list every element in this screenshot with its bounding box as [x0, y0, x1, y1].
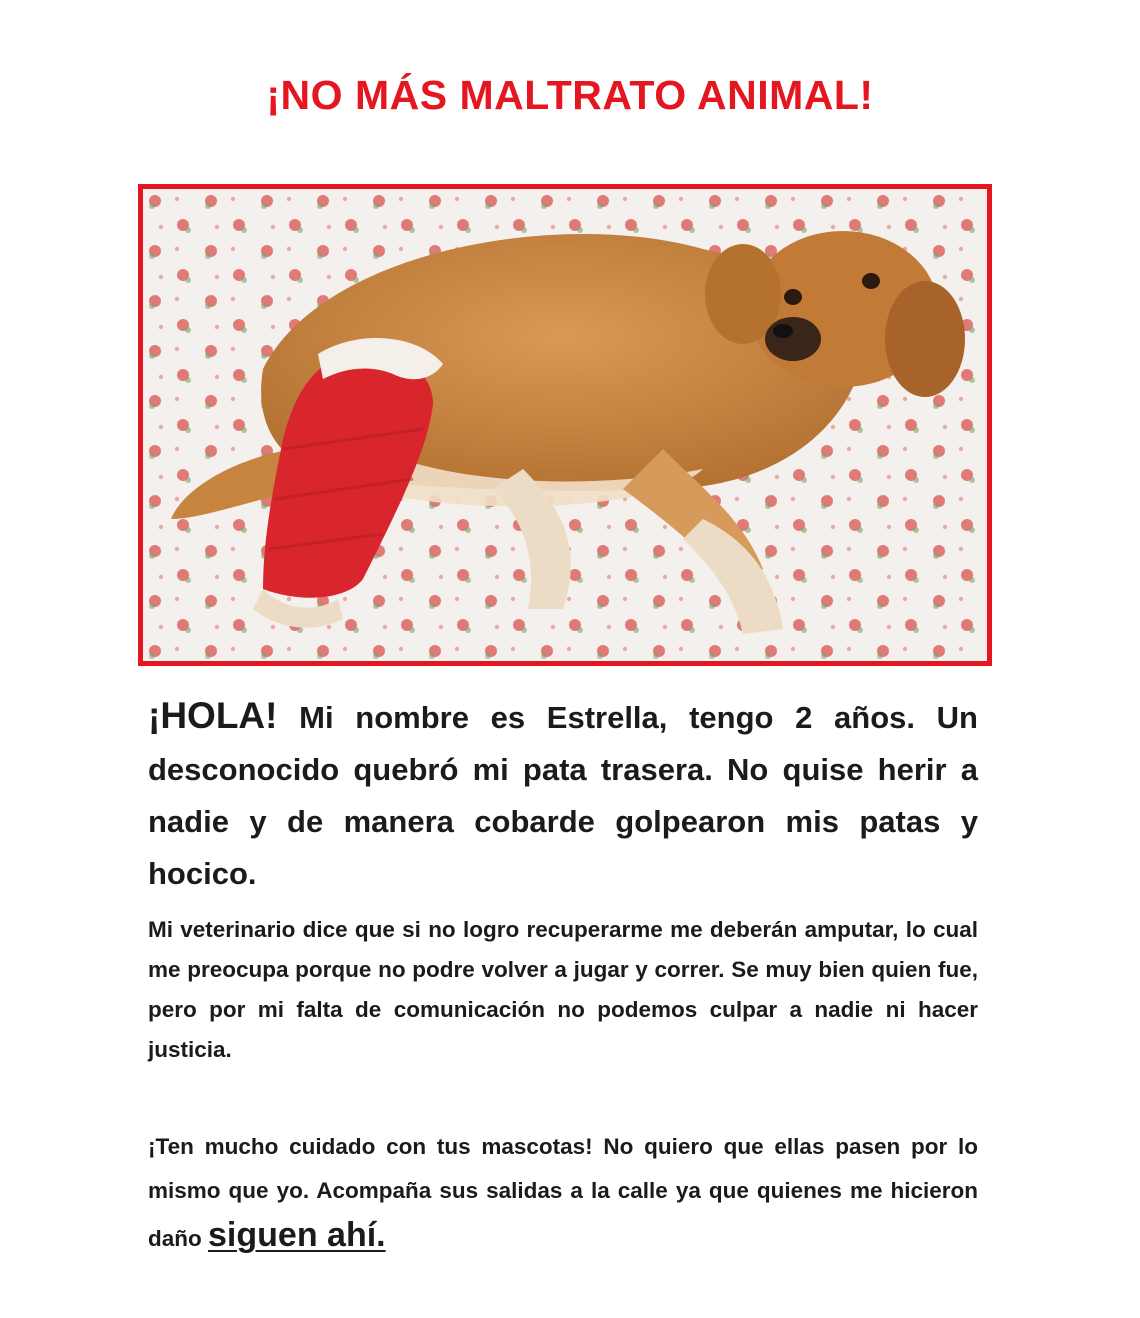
warning-paragraph — [148, 1125, 978, 1261]
dog-photo-frame — [138, 184, 992, 666]
vet-paragraph: Mi veterinario dice que si no logro recuperarme me deberán amputar, lo cual me preocupa porque no podre volver a jugar y correr. Se muy bien quien fue, pero por mi falta de comunicación no podemos culpar a nadie ni hacer justicia. — [148, 917, 978, 1062]
intro-paragraph — [148, 690, 978, 900]
intro-text: Mi nombre es Estrella, tengo 2 años. Un desconocido quebró mi pata trasera. No quise herir a nadie y de manera cobarde golpearon mis patas y hocico. — [148, 700, 978, 891]
injured-dog-photo — [143, 189, 987, 661]
greeting: ¡HOLA! — [148, 695, 278, 736]
warning-text: ¡Ten mucho cuidado con tus mascotas! No quiero que ellas pasen por lo mismo que yo. Acompaña sus salidas a la calle ya que quienes me hicieron daño — [148, 1134, 978, 1251]
warning-emphasis: siguen ahí. — [208, 1216, 386, 1254]
poster-title: ¡NO MÁS MALTRATO ANIMAL! — [266, 72, 874, 118]
